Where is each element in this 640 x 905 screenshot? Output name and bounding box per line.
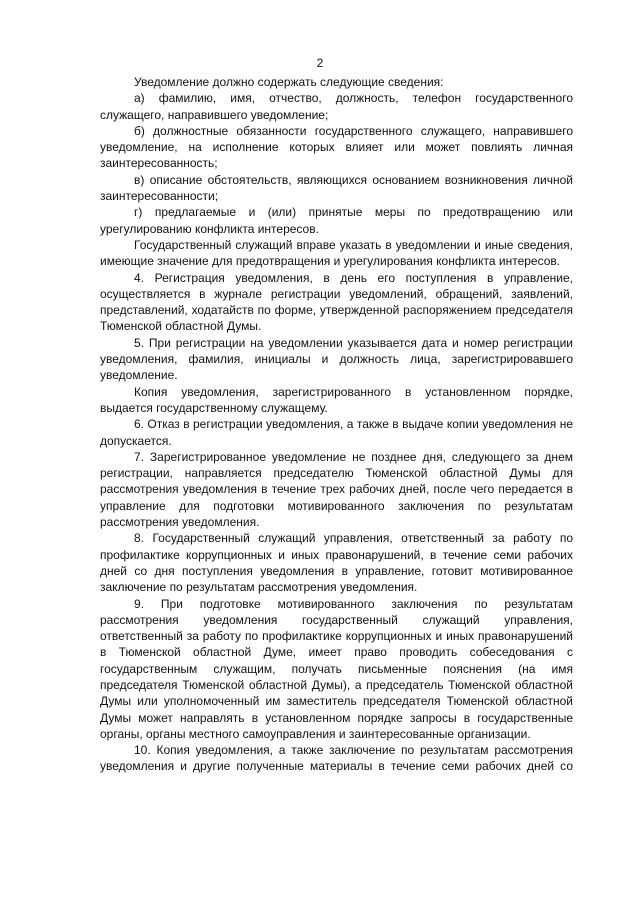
paragraph-item-v: в) описание обстоятельств, являющихся основанием возникновения личной заинтересованности; [100,172,573,204]
paragraph-5: 5. При регистрации на уведомлении указывается дата и номер регистрации уведомления, фамилия, инициалы и должность лица, зарегистрировавшего уведомление. [100,335,573,383]
page-number: 2 [316,56,324,70]
paragraph-10: 10. Копия уведомления, а также заключение по результатам рассмотрения уведомления и другие полученные материалы в течение семи рабочих дней со [100,743,573,774]
paragraph-4: 4. Регистрация уведомления, в день его поступления в управление, осуществляется в журнале регистрации уведомлений, обращений, заявлений, представлений, ходатайств по форме, утвержденной распоряжением председателя Тюменской областной Думы. [100,270,573,334]
paragraph-5-copy: Копия уведомления, зарегистрированного в установленном порядке, выдается государственному служащему. [100,384,573,415]
paragraph-6: 6. Отказ в регистрации уведомления, а также в выдаче копии уведомления не допускается. [100,417,573,448]
paragraph-8: 8. Государственный служащий управления, ответственный за работу по профилактике коррупционных и иных правонарушений, в течение семи рабочих дней со дня поступления уведомления в управление, готовит мотивированное заключение по результатам рассмотрения уведомления. [100,531,573,595]
paragraph-7: 7. Зарегистрированное уведомление не позднее дня, следующего за днем регистрации, направляется председателю Тюменской областной Думы для рассмотрения уведомления в течение трех рабочих дней, после чего передается в управление для подготовки мотивированного заключения по результатам рассмотрения уведомления. [100,449,573,530]
paragraph-item-a: а) фамилию, имя, отчество, должность, телефон государственного служащего, направившего уведомление; [100,91,573,122]
document-body [100,74,573,775]
paragraph-intro: Уведомление должно содержать следующие сведения: [134,75,444,89]
paragraph-item-g: г) предлагаемые и (или) принятые меры по предотвращению или урегулированию конфликта интересов. [100,205,573,236]
paragraph-other-info: Государственный служащий вправе указать в уведомлении и иные сведения, имеющие значение для предотвращения и урегулирования конфликта интересов. [100,237,573,269]
paragraph-9: 9. При подготовке мотивированного заключения по результатам рассмотрения уведомления государственный служащий управления, ответственный за работу по профилактике коррупционных и иных правонарушений в Тюменской областной Думе, имеет право проводить собеседования с государственным служащим, получать письменные пояснения (на имя председателя Тюменской областной Думы), а председатель Тюменской областной Думы или уполномоченный им заместитель председателя Тюменской областной Думы может направлять в установленном порядке запросы в государственные органы, органы местного самоуправления и заинтересованные организации. [100,596,573,741]
paragraph-item-b: б) должностные обязанности государственного служащего, направившего уведомление, на исполнение которых влияет или может повлиять личная заинтересованность; [100,123,573,171]
